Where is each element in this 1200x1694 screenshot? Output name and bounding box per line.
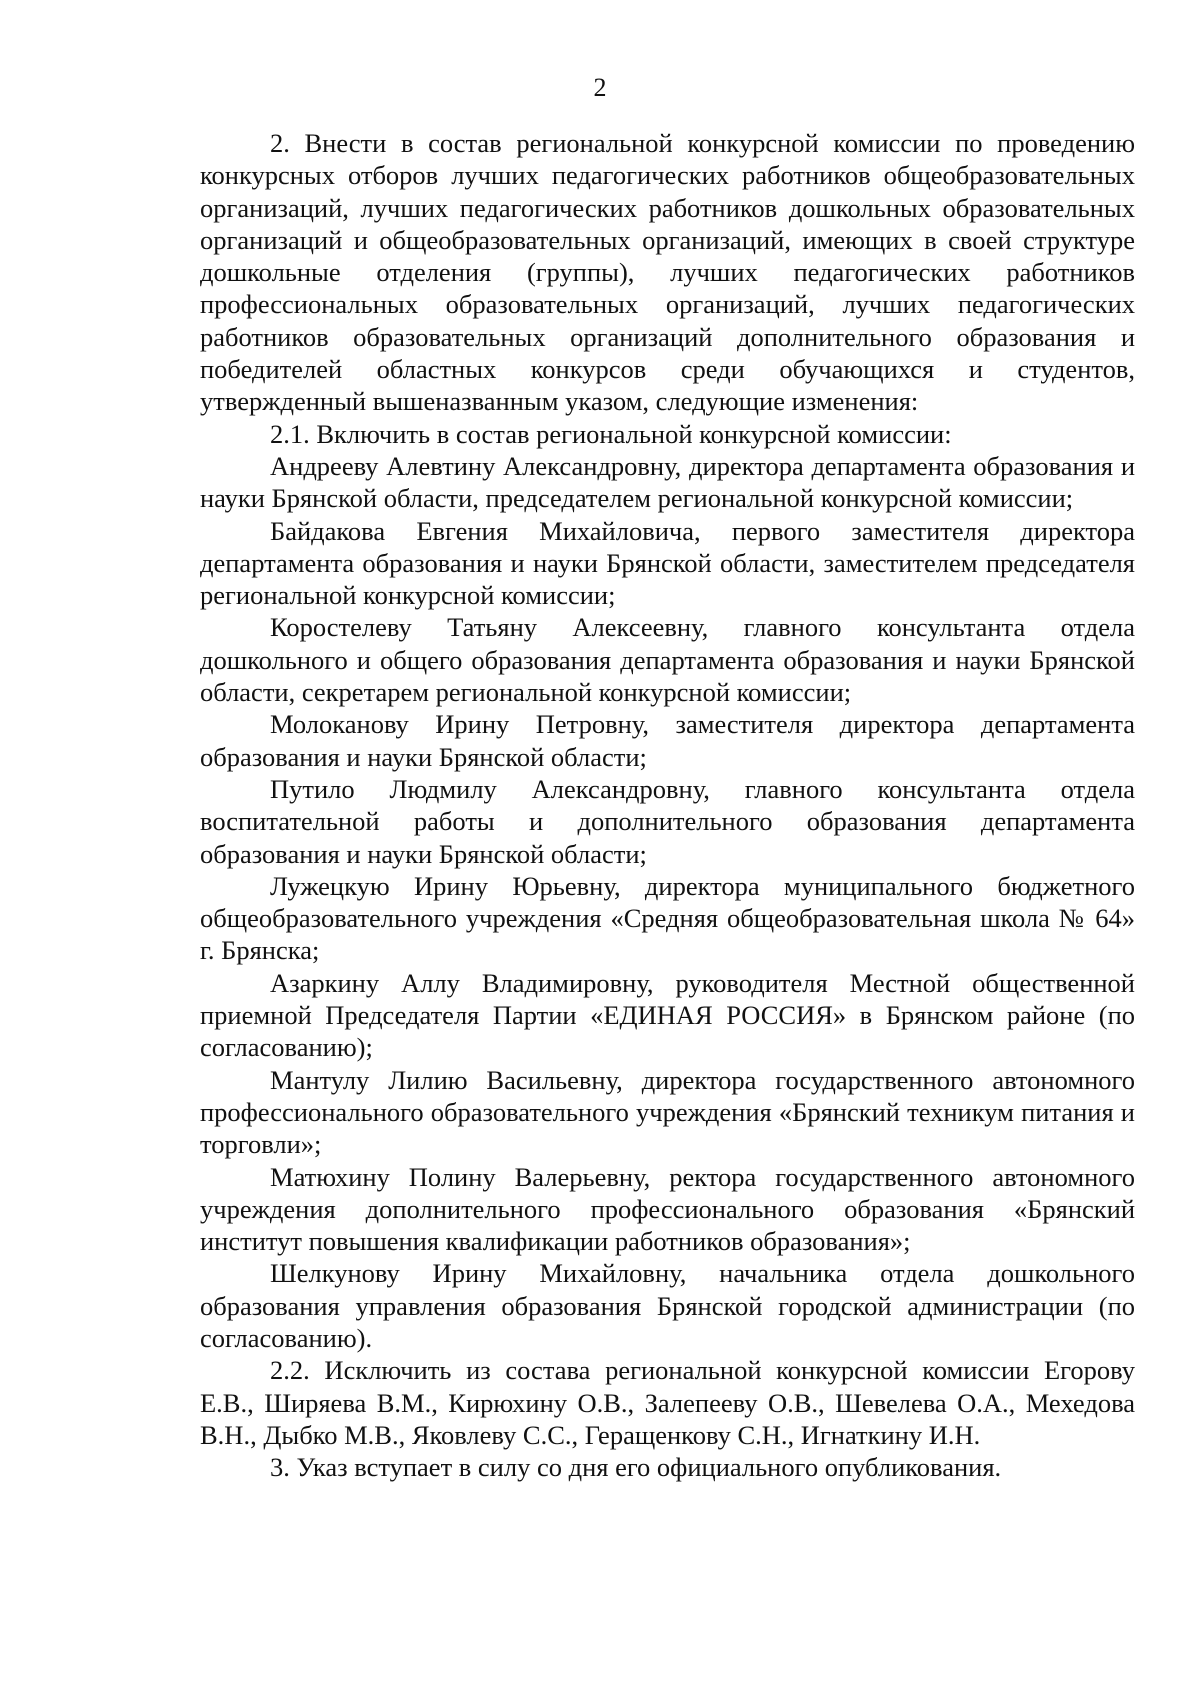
paragraph-member-azarkina: Азаркину Аллу Владимировну, руководителя Местной общественной приемной Председателя Партии «ЕДИНАЯ РОССИЯ» в Брянском районе (по согласованию);: [200, 967, 1135, 1063]
paragraph-member-mantula: Мантулу Лилию Васильевну, директора государственного автономного профессионального образовательного учреждения «Брянский техникум питания и торговли»;: [200, 1064, 1135, 1160]
paragraph-member-putilo: Путило Людмилу Александровну, главного консультанта отдела воспитательной работы и дополнительного образования департамента образования и науки Брянской области;: [200, 773, 1135, 869]
document-body: [200, 127, 1135, 1483]
paragraph-member-andreeva: Андрееву Алевтину Александровну, директора департамента образования и науки Брянской области, председателем региональной конкурсной комиссии;: [200, 450, 1135, 514]
page-number: 2: [593, 73, 607, 102]
paragraph-member-shelkunova: Шелкунову Ирину Михайловну, начальника отдела дошкольного образования управления образования Брянской городской администрации (по согласованию).: [200, 1258, 1135, 1353]
paragraph-member-luzhetskaya: Лужецкую Ирину Юрьевну, директора муниципального бюджетного общеобразовательного учреждения «Средняя общеобразовательная школа № 64» г. Брянска;: [200, 870, 1135, 966]
paragraph-effective-date: 3. Указ вступает в силу со дня его официального опубликования.: [270, 1452, 1002, 1483]
paragraph-amendments-intro: 2. Внести в состав региональной конкурсной комиссии по проведению конкурсных отборов лучших педагогических работников общеобразовательных организаций, лучших педагогических работников дошкольных образовательных организаций и общеобразовательных организаций, имеющих в своей структуре дошкольные отделения (группы), лучших педагогических работников профессиональных образовательных организаций, лучших педагогических работников образовательных организаций дополнительного образования и победителей областных конкурсов среди обучающихся и студентов, утвержденный вышеназванным указом, следующие изменения:: [200, 128, 1135, 417]
paragraph-member-matyukhina: Матюхину Полину Валерьевну, ректора государственного автономного учреждения дополнительного профессионального образования «Брянский институт повышения квалификации работников образования»;: [200, 1161, 1135, 1257]
paragraph-exclude-members: 2.2. Исключить из состава региональной конкурсной комиссии Егорову Е.В., Ширяева В.М., Кирюхину О.В., Залепееву О.В., Шевелева О.А., Мехедова В.Н., Дыбко М.В., Яковлеву С.С., Геращенкову С.Н., Игнаткину И.Н.: [200, 1355, 1135, 1450]
paragraph-include-heading: 2.1. Включить в состав региональной конкурсной комиссии:: [270, 418, 952, 449]
paragraph-member-molokanova: Молоканову Ирину Петровну, заместителя директора департамента образования и науки Брянской области;: [200, 709, 1135, 772]
paragraph-member-baydakov: Байдакова Евгения Михайловича, первого заместителя директора департамента образования и науки Брянской области, заместителем председателя региональной конкурсной комиссии;: [200, 515, 1135, 611]
paragraph-member-korosteleva: Коростелеву Татьяну Алексеевну, главного консультанта отдела дошкольного и общего образования департамента образования и науки Брянской области, секретарем региональной конкурсной комиссии;: [200, 612, 1135, 708]
